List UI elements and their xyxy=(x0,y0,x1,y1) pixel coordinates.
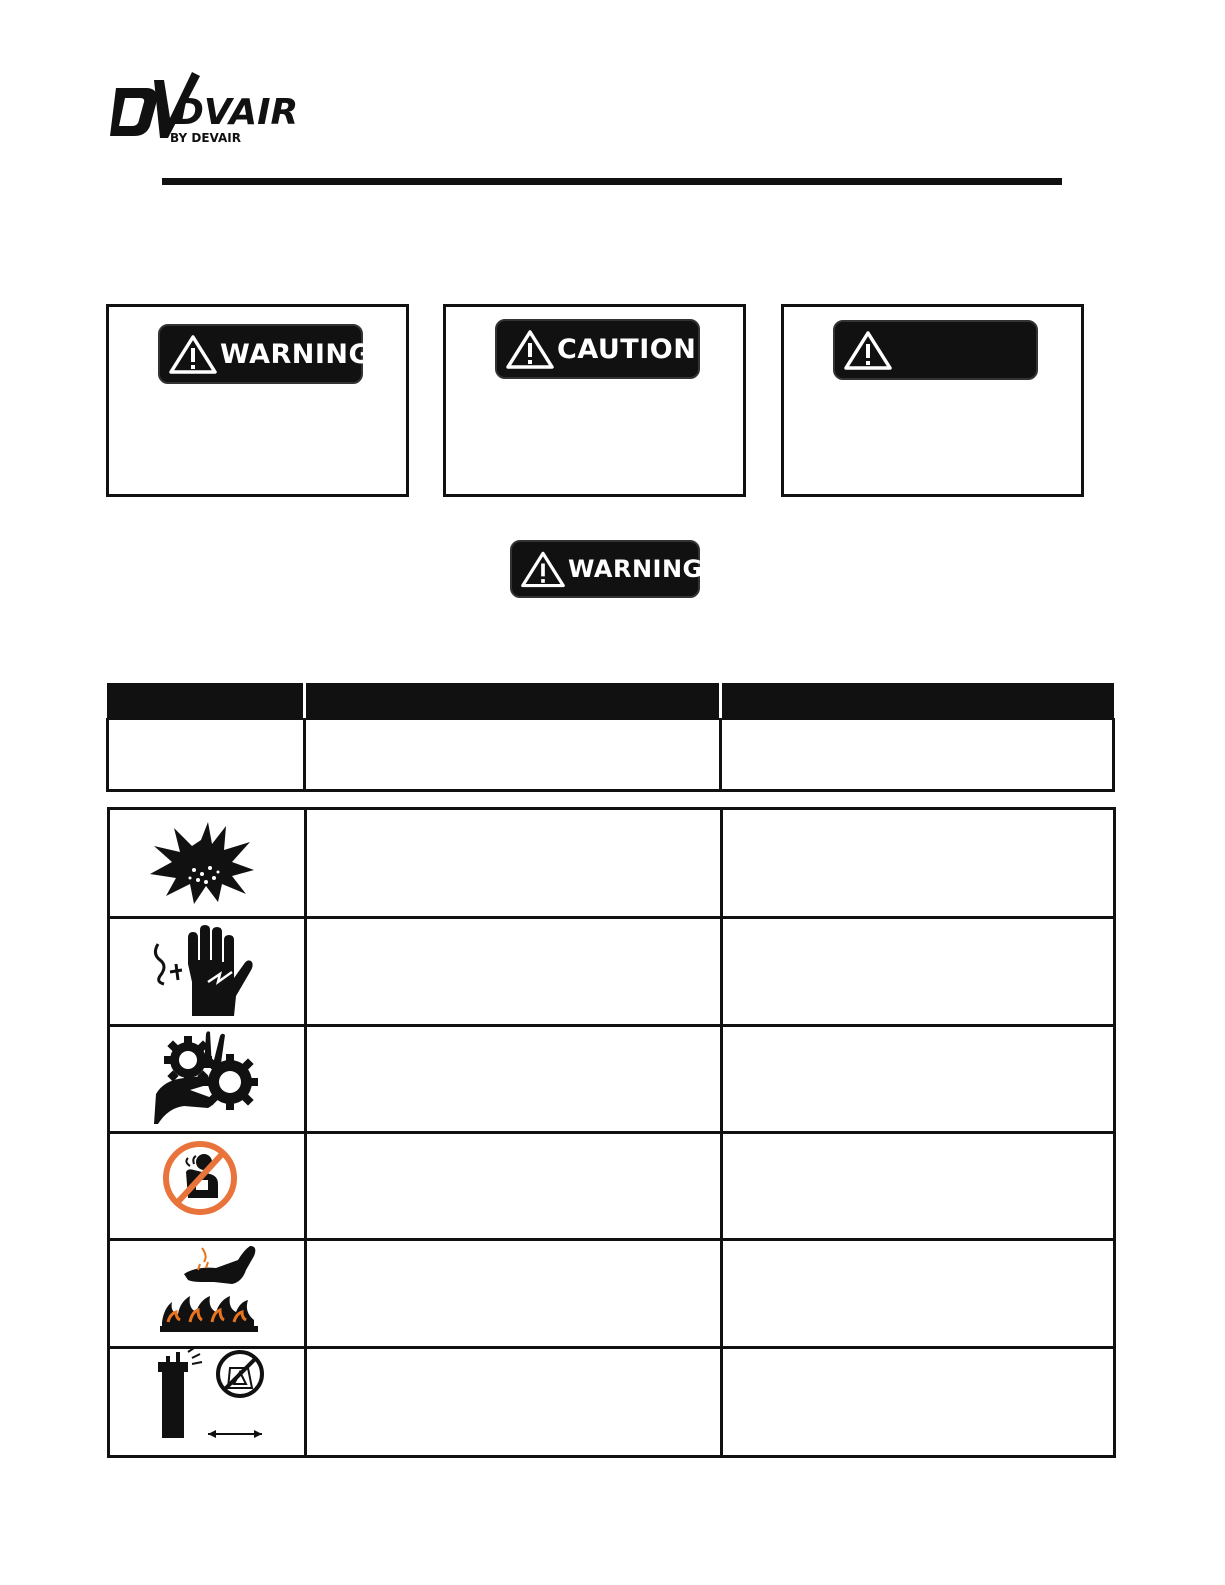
signal-box-caution xyxy=(443,304,746,497)
hot-surface-burn-icon xyxy=(158,1242,268,1338)
signal-box-warning xyxy=(106,304,409,497)
signal-word: WARNING xyxy=(568,555,703,583)
header-cell xyxy=(722,683,1114,720)
hazard-table xyxy=(107,807,1116,1458)
signal-word: CAUTION xyxy=(557,333,697,365)
table-intro-row xyxy=(106,718,1115,792)
warning-triangle-icon xyxy=(505,329,555,369)
warning-badge xyxy=(158,324,372,384)
moving-gears-hand-icon xyxy=(154,1031,258,1124)
table-header xyxy=(107,683,1114,720)
no-breathing-air-icon xyxy=(160,1138,240,1218)
blank-signal-badge xyxy=(833,320,1038,380)
logo-wordmark: DVAIR xyxy=(174,92,299,133)
caution-badge xyxy=(495,319,700,379)
header-rule xyxy=(162,178,1062,185)
warning-triangle-icon xyxy=(168,334,218,374)
section-warning-badge xyxy=(510,540,703,598)
dvair-logo xyxy=(108,70,299,148)
warning-triangle-icon xyxy=(520,549,566,589)
flying-debris-no-eye-protection-icon xyxy=(150,1348,270,1446)
header-cell xyxy=(107,683,303,720)
explosion-icon xyxy=(146,818,256,908)
signal-word: WARNING xyxy=(220,338,372,370)
signal-box-third xyxy=(781,304,1084,497)
header-cell xyxy=(306,683,719,720)
warning-triangle-icon xyxy=(843,330,893,370)
electric-shock-hand-icon xyxy=(148,924,258,1020)
logo-subtitle: BY DEVAIR xyxy=(170,131,241,145)
